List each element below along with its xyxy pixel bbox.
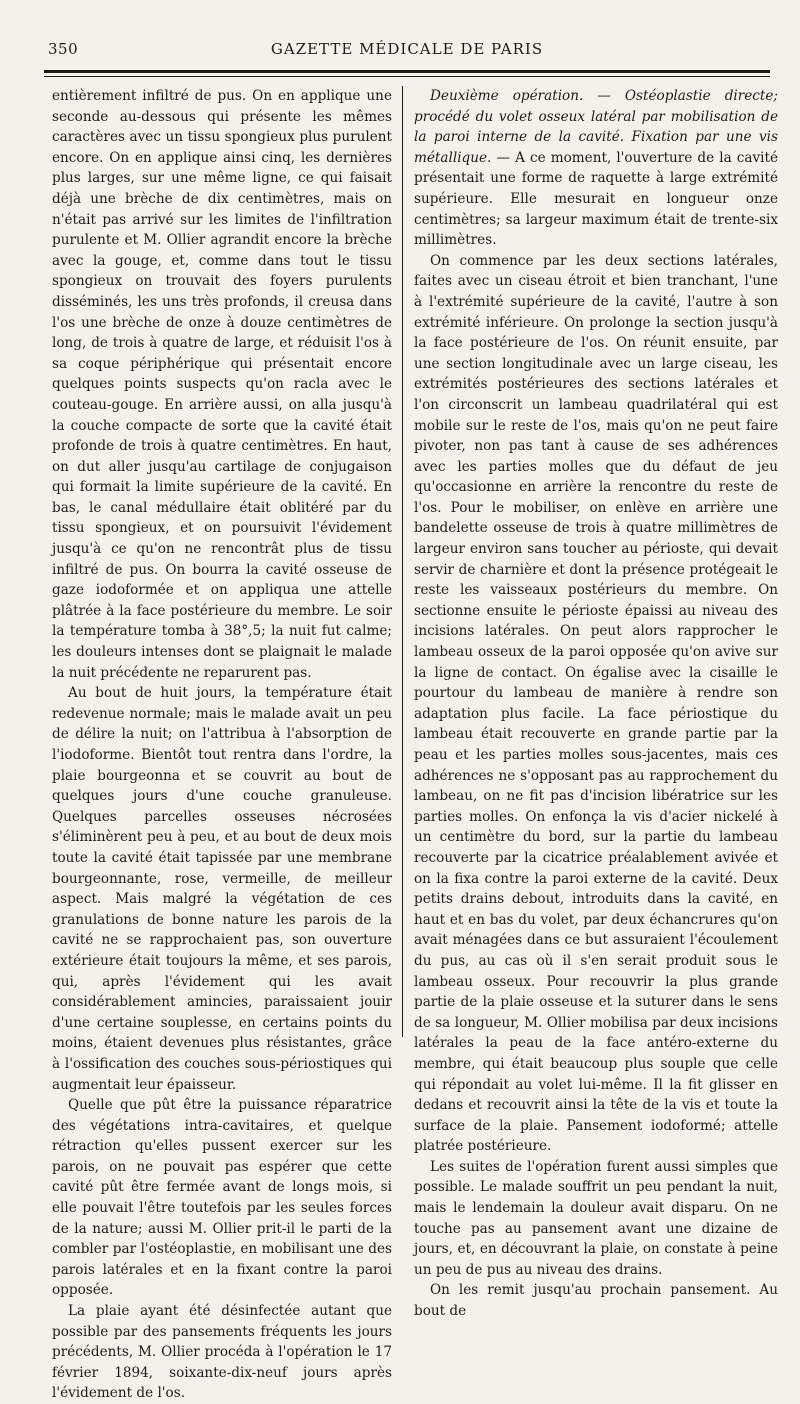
paragraph: entièrement infiltré de pus. On en applique une seconde au-dessous qui présente les mêmes caractères avec un tissu spongieux plus purulent encore. On en applique ainsi cinq, les dernières plus larges, sur une même ligne, ce qui faisait déjà une brèche de dix centimètres, mais on n'était pas arrivé sur les limites de l'infiltration purulente et M. Ollier agrandit encore la brèche avec la gouge, et, comme dans tout le tissu spongieux on trouvait des foyers purulents disséminés, les uns très profonds, il creusa dans l'os une brèche de onze à douze centimètres de long, de trois à quatre de large, et réduisit l'os à sa coque périphérique qui présentait encore quelques points suspects qu'on racla avec le couteau-gouge. En arrière aussi, on alla jusqu'à la couche compacte de sorte que la cavité était profonde de trois à quatre centimètres. En haut, on dut aller jusqu'au cartilage de conjugaison qui formait la limite supérieure de la cavité. En bas, le canal médullaire était oblitéré par du tissu spongieux, et on poursuivit l'évidement jusqu'à ce qu'on ne rencontrât plus de tissu infiltré de pus. On bourra la cavité osseuse de gaze iodoformée et on appliqua une attelle plâtrée à la face postérieure du membre. Le soir la température tomba à 38°,5; la nuit fut calme; les douleurs intenses dont se plaignait le malade la nuit précédente ne reparurent pas. [52, 88, 392, 681]
column-divider [402, 86, 403, 1037]
page-number: 350 [48, 40, 79, 58]
section-paragraph [414, 86, 778, 251]
header-rule-thick [44, 70, 770, 73]
section-text: — A ce moment, l'ouverture de la cavité présentait une forme de raquette à large extrémité supérieure. Elle mesurait en longueur onze centimètres; sa largeur maximum était de trente-six millimètres. [414, 149, 778, 249]
paragraph: On commence par les deux sections latérales, faites avec un ciseau étroit et bien tranchant, l'une à l'extrémité supérieure de la cavité, l'autre à son extrémité inférieure. On prolonge la section jusqu'à la face postérieure de l'os. On réunit ensuite, par une section longitudinale avec un large ciseau, les extrémités postérieures des sections latérales et l'on circonscrit un lambeau quadrilatéral qui est mobile sur le reste de l'os, mais qu'on ne peut faire pivoter, non pas tant à cause de ses adhérences avec les parties molles que du défaut de jeu qu'occasionne en arrière la rencontre du reste de l'os. Pour le mobiliser, on enlève en arrière une bandelette osseuse de trois à quatre millimètres de largeur environ sans toucher au périoste, qui devait servir de charnière et dont la présence protégeait le reste les vaisseaux postérieurs du membre. On sectionne ensuite le périoste épaissi au niveau des incisions latérales. On peut alors rapprocher le lambeau osseux de la paroi opposée qu'on avive sur la ligne de contact. On égalise avec la cisaille le pourtour du lambeau de manière à rendre son adaptation plus facile. La face périostique du lambeau était recouverte en grande partie par la peau et les parties molles sous-jacentes, mais ces adhérences ne s'opposant pas au rapprochement du lambeau, on ne fit pas d'incision libératrice sur les parties molles. On enfonça la vis d'acier nickelé à un centimètre du bord, sur la partie du lambeau recouverte par la cicatrice préalablement avivée et on la fixa contre la paroi externe de la cavité. Deux petits drains debout, introduits dans la cavité, en haut et en bas du volet, par deux échancrures qu'on avait ménagées dans ce but assuraient l'écoulement du pus, au cas où il s'en serait produit sous le lambeau osseux. Pour recouvrir la plus grande partie de la plaie osseuse et la suturer dans le sens de sa longueur, M. Ollier mobilisa par deux incisions latérales la peau de la face antéro-externe du membre, qui était beaucoup plus souple que celle qui répondait au volet lui-même. Il la fit glisser en dedans et recouvrit ainsi la tête de la vis et toute la surface de la plaie. Pansement iodoformé; attelle platrée postérieure. [414, 252, 778, 1155]
section-heading: Deuxième opération. — Ostéoplastie directe; procédé du volet osseux latéral par mobilisation de la paroi interne de la cavité. Fixation par une vis métallique. [414, 88, 778, 166]
journal-title: GAZETTE MÉDICALE DE PARIS [270, 40, 544, 58]
paragraph: Au bout de huit jours, la température était redevenue normale; mais le malade avait un peu de délire la nuit; on l'attribua à l'absorption de l'iodoforme. Bientôt tout rentra dans l'ordre, la plaie bourgeonna et se couvrit au bout de quelques jours d'une couche granuleuse. Quelques parcelles osseuses nécrosées s'éliminèrent peu à peu, et au bout de deux mois toute la cavité était tapissée par une membrane bourgeonnante, rose, vermeille, de meilleur aspect. Mais malgré la végétation de ces granulations de bonne nature les parois de la cavité ne se rapprochaient pas, son ouverture extérieure était toujours la même, et ses parois, qui, après l'évidement qui les avait considérablement amincies, paraissaient jouir d'une certaine souplesse, en certains points du moins, étaient devenues plus résistantes, grâce à l'ossification des couches sous-périostiques qui augmentait leur épaisseur. [52, 685, 392, 1093]
header-rule-thin [44, 76, 770, 77]
page-header [44, 36, 770, 66]
left-column [52, 86, 392, 1402]
paragraph: La plaie ayant été désinfectée autant que possible par des pansements fréquents les jours précédents, M. Ollier procéda à l'opération le 17 février 1894, soixante-dix-neuf jours après l'évidement de l'os. [52, 1303, 392, 1402]
paragraph: On les remit jusqu'au prochain pansement. Au bout de [414, 1282, 778, 1320]
paragraph: Quelle que pût être la puissance réparatrice des végétations intra-cavitaires, et quelque rétraction qu'elles pussent exercer sur les parois, on ne pouvait pas espérer que cette cavité pût être fermée avant de longs mois, si elle pouvait l'être toutefois par les seules forces de la nature; aussi M. Ollier prit-il le parti de la combler par l'ostéoplastie, en mobilisant une des parois latérales et en la fixant contre la paroi opposée. [52, 1097, 392, 1299]
paragraph: Les suites de l'opération furent aussi simples que possible. Le malade souffrit un peu pendant la nuit, mais le lendemain la douleur avait disparu. On ne touche pas au pansement avant une dizaine de jours, et, en découvrant la plaie, on constate à peine un peu de pus au niveau des drains. [414, 1158, 778, 1278]
right-column [414, 86, 778, 1320]
